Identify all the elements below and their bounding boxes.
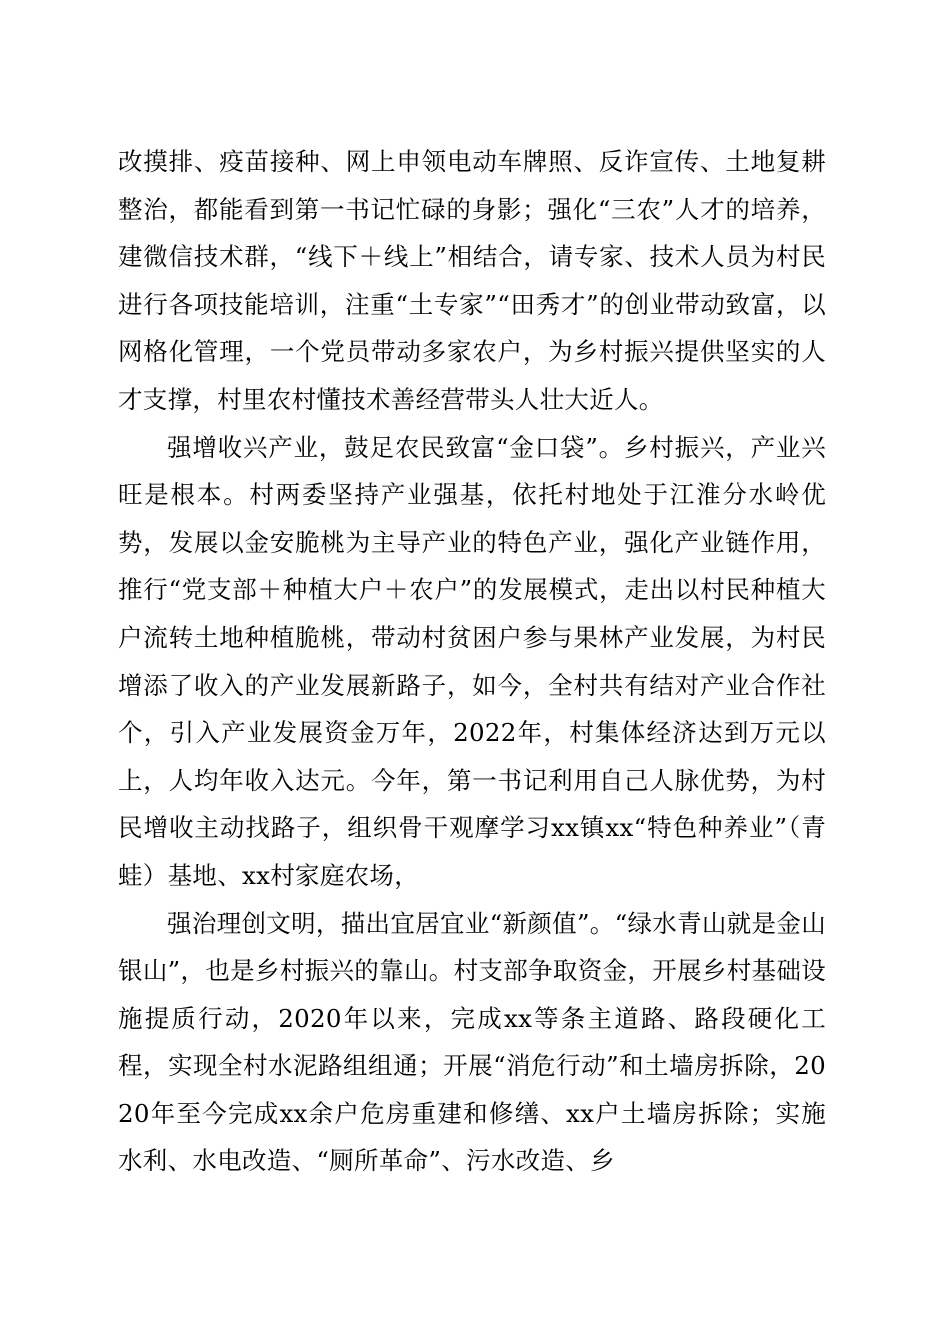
document-body bbox=[118, 138, 826, 1185]
paragraph-continuation: 改摸排、疫苗接种、网上申领电动车牌照、反诈宣传、土地复耕整治，都能看到第一书记忙碌的身影；强化“三农”人才的培养，建微信技术群，“线下＋线上”相结合，请专家、技术人员为村民进行各项技能培训，注重“土专家”“田秀才”的创业带动致富，以网格化管理，一个党员带动多家农户，为乡村振兴提供坚实的人才支撑，村里农村懂技术善经营带头人壮大近人。 bbox=[118, 147, 826, 414]
paragraph-governance: 强治理创文明，描出宜居宜业“新颜值”。“绿水青山就是金山银山”，也是乡村振兴的靠山。村支部争取资金，开展乡村基础设施提质行动，2020年以来，完成xx等条主道路、路段硬化工程，实现全村水泥路组组通；开展“消危行动”和土墙房拆除，2020年至今完成xx余户危房重建和修缮、xx户土墙房拆除；实施水利、水电改造、“厕所革命”、污水改造、乡 bbox=[118, 908, 826, 1176]
paragraph-industry: 强增收兴产业，鼓足农民致富“金口袋”。乡村振兴，产业兴旺是根本。村两委坚持产业强基，依托村地处于江淮分水岭优势，发展以金安脆桃为主导产业的特色产业，强化产业链作用，推行“党支部＋种植大户＋农户”的发展模式，走出以村民种植大户流转土地种植脆桃，带动村贫困户参与果林产业发展，为村民增添了收入的产业发展新路子，如今，全村共有结对产业合作社个，引入产业发展资金万年，2022年，村集体经济达到万元以上，人均年收入达元。今年，第一书记利用自己人脉优势，为村民增收主动找路子，组织骨干观摩学习xx镇xx“特色种养业”（青蛙）基地、xx村家庭农场， bbox=[118, 432, 826, 890]
